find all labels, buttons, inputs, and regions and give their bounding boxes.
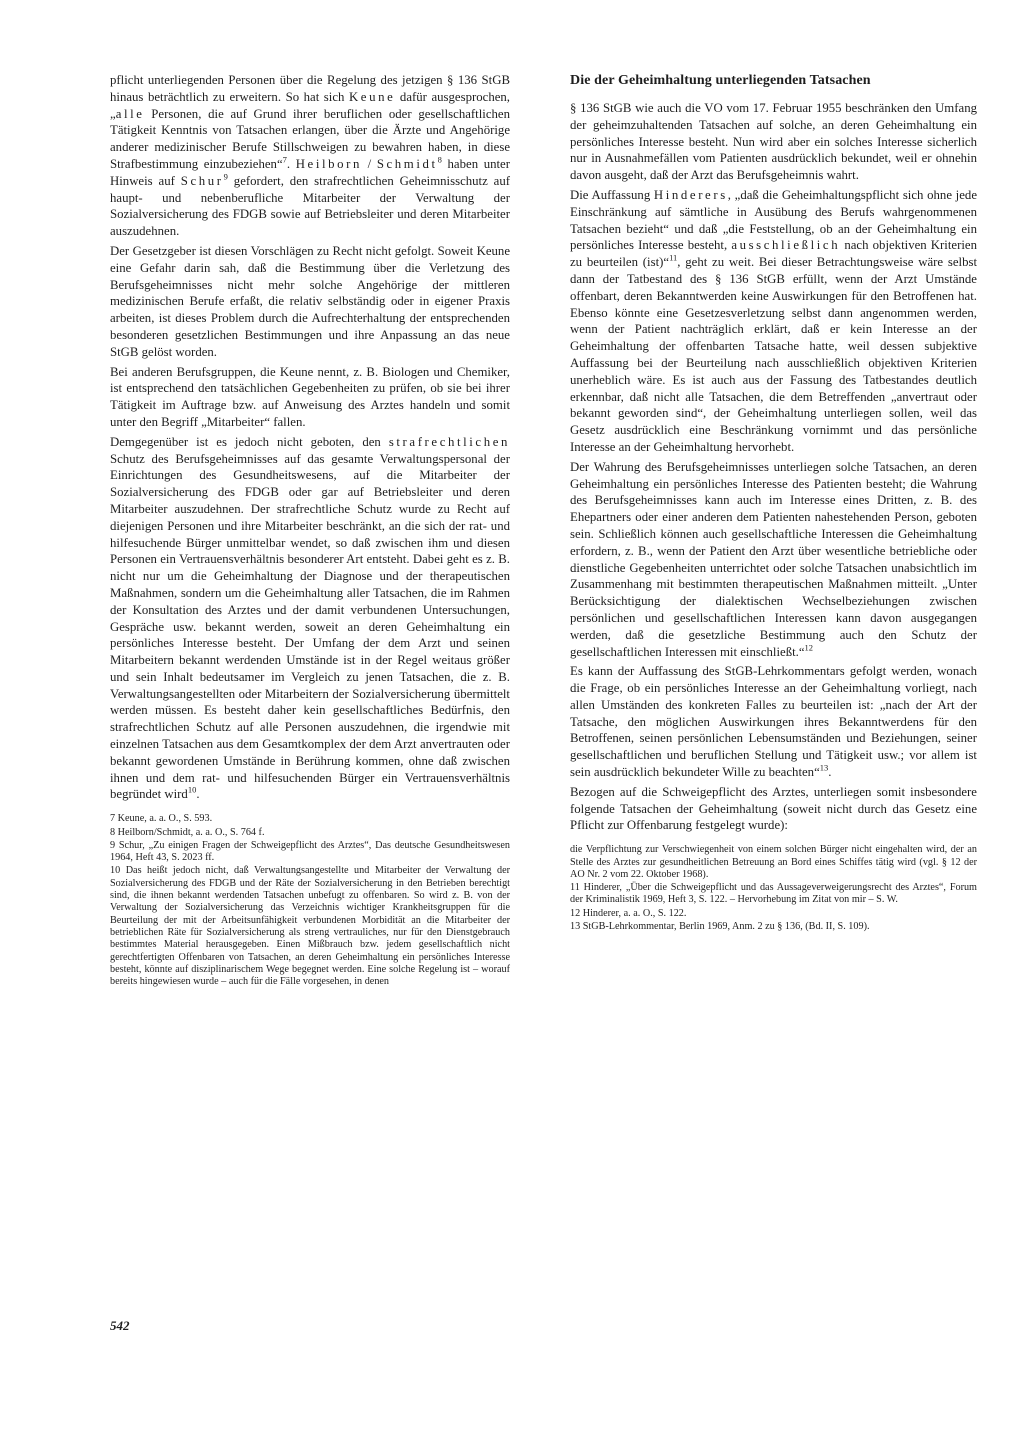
footnote: die Verpflichtung zur Verschwiegenheit von einem solchen Bürger nicht eingehalten wird, der an Stelle des Arztes zur gesundheitlichen Betreuung an Bord eines Schiffes tätig wird (vgl. § 12 der AO Nr. 2 vom 22. Oktober 1968). bbox=[570, 844, 977, 880]
paragraph bbox=[110, 434, 510, 804]
footnote-ref: 11 bbox=[669, 252, 678, 263]
footnote: 7 Keune, a. a. O., S. 593. bbox=[110, 813, 213, 825]
paragraph bbox=[570, 663, 977, 781]
footnote: 11 Hinderer, „Über die Schweigepflicht und das Aussageverweigerungsrecht des Arztes“, Forum der Kriminalistik 1969, Heft 3, S. 122. – Hervorhebung im Zitat von mir – S. W. bbox=[570, 882, 977, 906]
text-run: Keune bbox=[348, 89, 396, 104]
text-run: Es kann der Auffassung des StGB-Lehrkommentars gefolgt werden, wonach die Frage, ob ein persönliches Interesse an der Geheimhaltung vorliegt, nach allen Umständen des konkreten Falles zu beurteilen ist: „nach der Art der Tatsache, den möglichen Auswirkungen ihres Bekanntwerdens für den Betroffenen, seinen persönlichen Lebensumständen und Beziehungen, seiner gesellschaftlichen und beruflichen Stellung und Tätigkeit usw.; vor allem ist sein ausdrücklich bekundeter Wille zu beachten“ bbox=[570, 664, 977, 780]
left-column bbox=[110, 72, 510, 988]
right-column bbox=[570, 72, 977, 933]
text-run: nach objektiven Kriterien zu beurteilen (ist)“ bbox=[570, 238, 977, 270]
text-run: Bei anderen Berufsgruppen, die Keune nennt, z. B. Biologen und Chemiker, ist entsprechend den tatsächlichen Gegebenheiten zu prüfen, ob sie bei ihrer Tätigkeit im Auftrage bzw. auf Anweisung des Arztes handeln und somit unter den Begriff „Mitarbeiter“ fallen. bbox=[110, 364, 510, 429]
footnote-ref: 9 bbox=[223, 171, 228, 182]
paragraph bbox=[570, 459, 977, 661]
footnote: 12 Hinderer, a. a. O., S. 122. bbox=[570, 907, 687, 919]
footnote-ref: 13 bbox=[819, 762, 829, 773]
paragraph bbox=[110, 364, 510, 431]
text-run: . bbox=[196, 787, 200, 802]
text-run: gefordert, den strafrechtlichen Geheimnisschutz auf haupt- und nebenberufliche Mitarbeiter der Verwaltung der Sozialversicherung des FDGB sowie auf Betriebsleiter und deren Mitarbeiter auszudehnen. bbox=[110, 173, 511, 239]
left-body-text bbox=[110, 72, 510, 803]
text-run: Heilborn bbox=[295, 156, 363, 171]
text-run: Der Wahrung des Berufsgeheimnisses unterliegen solche Tatsachen, an deren Geheimhaltung ein persönliches Interesse des Patienten besteht; die Wahrung des Berufsgeheimnisses kann auch im Interesse eines Dritten, z. B. des Ehepartners oder einer anderen dem Patienten nahestehenden Person, geboten sein. Schließlich können auch gesellschaftliche Interessen die Geheimhaltung erfordern, z. B., wenn der Patient den Arzt über wesentliche betriebliche oder dienstliche Gegebenheiten unterrichtet oder solche Tatsachen unabsichtlich im Zusammenhang mit bestimmten therapeutischen Maßnahmen mitteilt. „Unter Berücksichtigung der dialektischen Wechselbeziehungen zwischen persönlichen und gesellschaftlichen Interessen kann davon ausgegangen werden, daß die gesetzliche Bestimmung auch den Schutz der gesellschaftlichen Interessen mit einschließt.“ bbox=[570, 459, 977, 659]
text-run: Schur bbox=[180, 173, 224, 188]
text-run: / bbox=[362, 156, 377, 171]
paragraph bbox=[570, 100, 977, 184]
text-run: , geht zu weit. Bei dieser Betrachtungsweise wäre selbst dann der Tatbestand des § 136 StGB erfüllt, wenn der Arzt Umstände offenbart, deren Bekanntwerden keine Auswirkungen für den Betroffenen hat. Ebenso könnte eine Gesetzesverletzung selbst dann angenommen werden, wenn der Patient nachträglich erklärt, daß er kein Interesse an der Geheimhaltung der offenbarten Tatsache hatte, weil dessen subjektive Auffassung bei der Beurteilung nach ausschließlich objektiven Kriterien unerheblich wäre. Es ist auch aus der Fassung des Tatbestandes deutlich erkennbar, daß nicht alle Tatsachen, die dem Betreffenden „anvertraut oder bekannt geworden sind“, der Geheimhaltung unterliegen sollen, weil das Gesetz ausdrücklich eine Beschränkung vornimmt und das persönliche Interesse an der Geheimhaltung hervorhebt. bbox=[570, 255, 977, 454]
footnote: 8 Heilborn/Schmidt, a. a. O., S. 764 f. bbox=[110, 826, 265, 838]
text-run: , „daß die Geheimhaltungspflicht sich ohne jede Einschränkung auf sämtliche in Ausübung des Berufs wahrgenommenen Tatsachen bezieht“ und daß „die Feststellung, ob an der Geheimhaltung ein persönliches Interesse besteht, bbox=[570, 187, 977, 253]
text-run: Bezogen auf die Schweigepflicht des Arztes, unterliegen somit insbesondere folgende Tatsachen der Geheimhaltung (soweit nicht durch das Gesetz eine Pflicht zur Offenbarung festgelegt wurde): bbox=[570, 784, 977, 833]
footnote-ref: 7 bbox=[282, 154, 287, 165]
text-run: § 136 StGB wie auch die VO vom 17. Februar 1955 beschränken den Umfang der geheimzuhaltenden Tatsachen auf solche, an deren Geheimhaltung ein persönliches Interesse besteht. Nun wird aber ein solches Interesse sicherlich nur in Ausnahmefällen vom Patienten ausdrücklich bekundet, weil er ohnehin davon ausgeht, daß der Arzt das Berufsgeheimnis wahrt. bbox=[570, 101, 977, 183]
left-footnotes bbox=[110, 813, 510, 988]
text-run: alle bbox=[115, 106, 145, 121]
text-run: . bbox=[828, 765, 832, 780]
text-run: pflicht unterliegenden Personen über die Regelung des jetzigen § 136 StGB hinaus beträchtlich zu erweitern. So hat sich bbox=[110, 73, 510, 104]
text-run: ausschließlich bbox=[731, 238, 841, 253]
paragraph bbox=[110, 72, 510, 240]
paragraph bbox=[570, 784, 977, 834]
paragraph bbox=[110, 243, 510, 361]
footnote-ref: 8 bbox=[437, 154, 442, 165]
text-run: Schutz des Berufsgeheimnisses auf das gesamte Verwaltungspersonal der Einrichtungen des Gesundheitswesens, auf die Mitarbeiter der Sozialversicherung des FDGB oder gar auf Betriebsleiter und deren Mitarbeiter auszudehnen. Der strafrechtliche Schutz wurde zu Recht auf diejenigen Personen und ihre Mitarbeiter beschränkt, an die sich der rat- und hilfesuchende Bürger unmittelbar wendet, so daß zwischen ihm und diesen Personen ein Vertrauensverhältnis besonderer Art entsteht. Dabei geht es z. B. nicht nur um die Geheimhaltung der Diagnose und der therapeutischen Maßnahmen, sondern um die Geheimhaltung aller Tatsachen, die im Rahmen der Konsultation des Arztes und der damit verbundenen Untersuchungen, Gespräche usw. bekannt werden, soweit an deren Geheimhaltung ein persönliches Interesse besteht. Der Umfang der dem Arzt und seinen Mitarbeitern bekannt werdenden Umstände ist in der Regel weitaus größer und sein Inhalt bedeutsamer im Vergleich zu jenen Tatsachen, die z. B. Verwaltungsangestellten oder Mitarbeitern der Sozialversicherung übermittelt werden müssen. Es besteht daher kein gesellschaftliches Bedürfnis, den strafrechtlichen Schutz auf alle Personen auszudehnen, die irgendwie mit einzelnen Tatsachen aus dem Gesamtkomplex der dem Arzt anvertrauten oder bekannt gewordenen Umstände in Berührung kommen, ohne daß zwischen ihnen und dem rat- und hilfesuchenden Bürger ein Vertrauensverhältnis begründet wird bbox=[110, 451, 510, 802]
footnote-ref: 12 bbox=[804, 642, 814, 653]
text-run: Der Gesetzgeber ist diesen Vorschlägen zu Recht nicht gefolgt. Soweit Keune eine Gefahr darin sah, daß die Bestimmung über die Verletzung des Berufsgeheimnisses nicht mehr solche Angehörige der mittleren medizinischen Berufe erfaßt, die relativ selbständig oder in eigener Praxis arbeiten, ist dieses Problem durch die Aufrechterhaltung der entsprechenden besonderen gesetzlichen Bestimmungen und ihre Anpassung an das neue StGB gelöst worden. bbox=[110, 243, 510, 359]
footnote-ref: 10 bbox=[187, 785, 197, 796]
text-run: Schmidt bbox=[376, 156, 438, 171]
text-run: haben unter Hinweis auf bbox=[110, 156, 511, 188]
right-body-text bbox=[570, 100, 977, 834]
text-run: Die Auffassung bbox=[570, 187, 654, 202]
right-footnotes bbox=[570, 844, 977, 933]
page-number: 542 bbox=[110, 1318, 130, 1333]
text-run: . bbox=[286, 156, 296, 171]
text-run: Hinderers bbox=[653, 187, 728, 202]
footnote: 9 Schur, „Zu einigen Fragen der Schweigepflicht des Arztes“, Das deutsche Gesundheitswesen 1964, Heft 43, S. 2023 ff. bbox=[110, 839, 510, 864]
text-run: Personen, die auf Grund ihrer beruflichen oder gesellschaftlichen Tätigkeit Kenntnis von Tatsachen erlangen, über die Ärzte und Angehörige anderer medizinischer Berufe Stillschweigen zu bewahren haben, in diese Strafbestimmung einzubeziehen“ bbox=[110, 106, 510, 171]
footnote: 10 Das heißt jedoch nicht, daß Verwaltungsangestellte und Mitarbeiter der Verwaltung der Sozialversicherung des FDGB und der Räte der Sozialversicherung in den Betrieben berechtigt sind, die ihnen bekannt werdenden Tatsachen unbefugt zu offenbaren. So wird z. B. von der Verwaltung der Sozialversicherung das Verzeichnis wichtiger Krankheitsgruppen für die Beurteilung der mit der Arbeitsunfähigkeit verbundenen Morbidität an die Mitarbeiter der betrieblichen Räte für Sozialversicherung als streng vertrauliches, nur für den Dienstgebrauch bestimmtes Material herausgegeben. Einen Mißbrauch bzw. jedem gesellschaftlich nicht gerechtfertigten Offenbaren von Tatsachen, an deren Geheimhaltung ein persönliches Interesse besteht, könnte auf disziplinarischem Wege begegnet werden. Eine solche Regelung ist – worauf bereits hingewiesen wurde – auch für die Fälle vorgesehen, in denen bbox=[110, 865, 510, 988]
section-heading: Die der Geheimhaltung unterliegenden Tatsachen bbox=[570, 73, 871, 88]
footnote: 13 StGB-Lehrkommentar, Berlin 1969, Anm. 2 zu § 136, (Bd. II, S. 109). bbox=[570, 921, 870, 933]
text-run: Demgegenüber ist es jedoch nicht geboten, den bbox=[110, 434, 389, 449]
text-run: dafür ausgesprochen, „ bbox=[110, 89, 510, 121]
paragraph bbox=[570, 187, 977, 456]
text-run: strafrechtlichen bbox=[388, 434, 510, 449]
